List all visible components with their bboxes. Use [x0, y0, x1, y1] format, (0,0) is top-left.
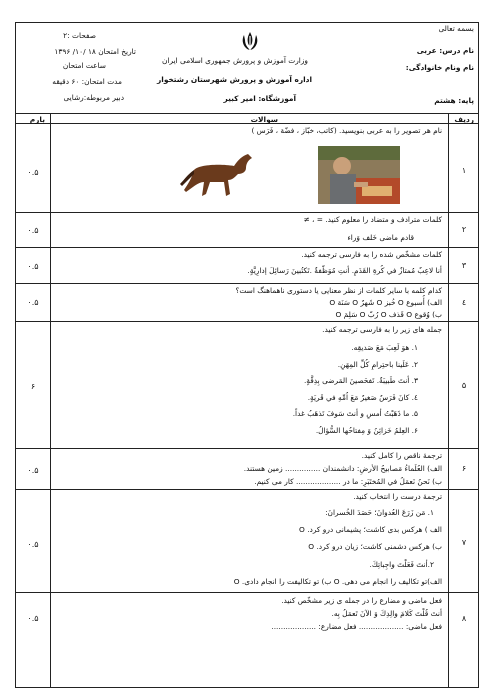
- exam-time-label: ساعت امتحان: [62, 61, 106, 70]
- question-text: کلمات مترادف و متضاد را معلوم کنید. = ، ≠: [303, 215, 442, 224]
- question-score: ۰.۵: [27, 466, 39, 475]
- question-text: کلمات مشخّص شده را به فارسی ترجمه کنید.: [301, 250, 442, 259]
- question-score: ۰.۵: [27, 262, 39, 271]
- question-number: ٤: [461, 298, 467, 307]
- baker-photo: [318, 146, 400, 204]
- question-text: نام هر تصویر را به عربی بنویسید. (کاتب، خبّاز ، فضّة ، فَرَس ): [251, 126, 442, 135]
- question-line: ۲.أنتَ فَعَلْتَ واجِباتِكَ.: [369, 560, 434, 569]
- question-line: ب) نَحنُ نَعمَلُ في المُختَبَرِ: ما در ................... کار می کنیم.: [254, 477, 442, 486]
- question-line: ب) هرکس دشمنی کاشت؛ زیان درو کرد. O: [308, 542, 442, 551]
- question-score: ۰.۵: [27, 168, 39, 177]
- question-line: ٤. كانَ فَرَسٌ صَغيرٌ مَعَ اُمِّهِ في قَريَةٍ.: [307, 393, 418, 402]
- question-text: جمله های زیر را به فارسی ترجمه کنید.: [322, 325, 442, 334]
- question-line: الف) العُلَماءُ مَصابيحُ الأرضِ: دانشمندان ............... زمین هستند.: [243, 464, 442, 473]
- question-line: أنا لاعِبٌ مُمتازٌ في كُرةِ القَدَمِ. أنتِ مُوَظّفةٌ .تَكتُبينَ رَسائِلَ إدارِيَّةٍ.: [247, 266, 442, 275]
- question-number: ۸: [461, 614, 467, 623]
- exam-date-label: تاریخ امتحان ۱۸ /۱۰/ ۱۳۹۶: [54, 47, 136, 56]
- question-score: ۶: [30, 382, 36, 391]
- question-line: قادم ماضی خَلف وَراء: [347, 233, 414, 242]
- duration-label: مدت امتحان: ۶۰ دقیقه: [52, 77, 122, 86]
- header-top-label: بسمه تعالی: [438, 24, 474, 33]
- question-score: ۰.۵: [27, 540, 39, 549]
- question-line: الف) أُسبوع O خُبز O شَهرٌ O سَنَة O: [329, 298, 442, 307]
- teacher-label: دبیر مربوطه:رشایی: [63, 93, 124, 102]
- question-number: ۷: [461, 538, 467, 547]
- question-line: ۵. ما ذَهَبْتُ أمسِ و أنتَ سَوفَ تَذهَبُ غداً.: [292, 409, 418, 418]
- question-line: فعل ماضی: ................... فعل مضارع: ...................: [271, 622, 442, 631]
- national-emblem-icon: [239, 30, 261, 52]
- question-number: ۲: [461, 225, 467, 234]
- office-label: اداره آموزش و پرورش شهرستان رشتخوار: [157, 75, 312, 84]
- question-line: ۶. العِلمُ خَزائِنُ وَ مِفتاحُها السُّؤالُ.: [315, 426, 418, 435]
- question-line: ب) وُقوع O قَذف O رُبّ O سَلِمَ O: [335, 310, 442, 319]
- score-column-header: بارم: [29, 115, 45, 124]
- grade-label: پایه: هشتم: [434, 96, 474, 105]
- question-line: أنتَ قُلْتَ كَلامَ والِدِكَ وَ الآنَ تَعمَلُ بِه.: [331, 609, 442, 618]
- question-number: ۱: [461, 166, 467, 175]
- row-column-header: ردیف: [454, 115, 474, 124]
- page-frame: [15, 22, 479, 688]
- question-number: ۶: [461, 464, 467, 473]
- subject-label: نام درس: عربی: [416, 46, 474, 55]
- horse-image: [176, 150, 260, 202]
- question-line: ۱. مَن زَرَعَ العُدوانَ؛ حَصَدَ الخُسرانَ:: [325, 508, 434, 517]
- ministry-label: وزارت آموزش و پرورش جمهوری اسلامی ایران: [162, 56, 308, 65]
- question-score: ۰.۵: [27, 298, 39, 307]
- question-number: ۵: [461, 381, 467, 390]
- question-text: کدام کلمه با سایر کلمات از نظر معنایی یا دستوری ناهماهنگ است؟: [235, 286, 442, 295]
- question-line: ۲. عَلَينا باحتِرامِ كُلِّ المِهَنِ.: [337, 360, 418, 369]
- question-score: ۰.۵: [27, 226, 39, 235]
- school-label: آموزشگاه: امیر کبیر: [223, 94, 296, 103]
- question-number: ۳: [461, 261, 467, 270]
- question-line: ۱. هوَ لَعِبَ مَعَ صَديقِه.: [351, 343, 418, 352]
- question-text: فعل ماضی و مضارع را در جمله ی زیر مشخّص کنید.: [281, 596, 442, 605]
- question-line: ۳. أنتَ طَبيبَةٌ. تَفحَصينَ المَرضى بِدِقَّةٍ.: [303, 376, 418, 385]
- question-text: ترجمهٔ درست را انتخاب کنید.: [353, 492, 442, 501]
- question-score: ۰.۵: [27, 614, 39, 623]
- student-name-label: نام ونام خانوادگی:: [405, 63, 474, 72]
- question-line: الف)تو تکالیف را انجام می دهی. O ب) تو تکالیفت را انجام دادی. O: [233, 577, 442, 586]
- question-text: ترجمهٔ ناقص را کامل کنید.: [361, 451, 442, 460]
- questions-column-header: سوالات: [250, 115, 278, 124]
- pages-label: صفحات :۲: [63, 31, 96, 40]
- question-line: الف ) هرکس بدی کاشت؛ پشیمانی درو کرد. O: [299, 525, 442, 534]
